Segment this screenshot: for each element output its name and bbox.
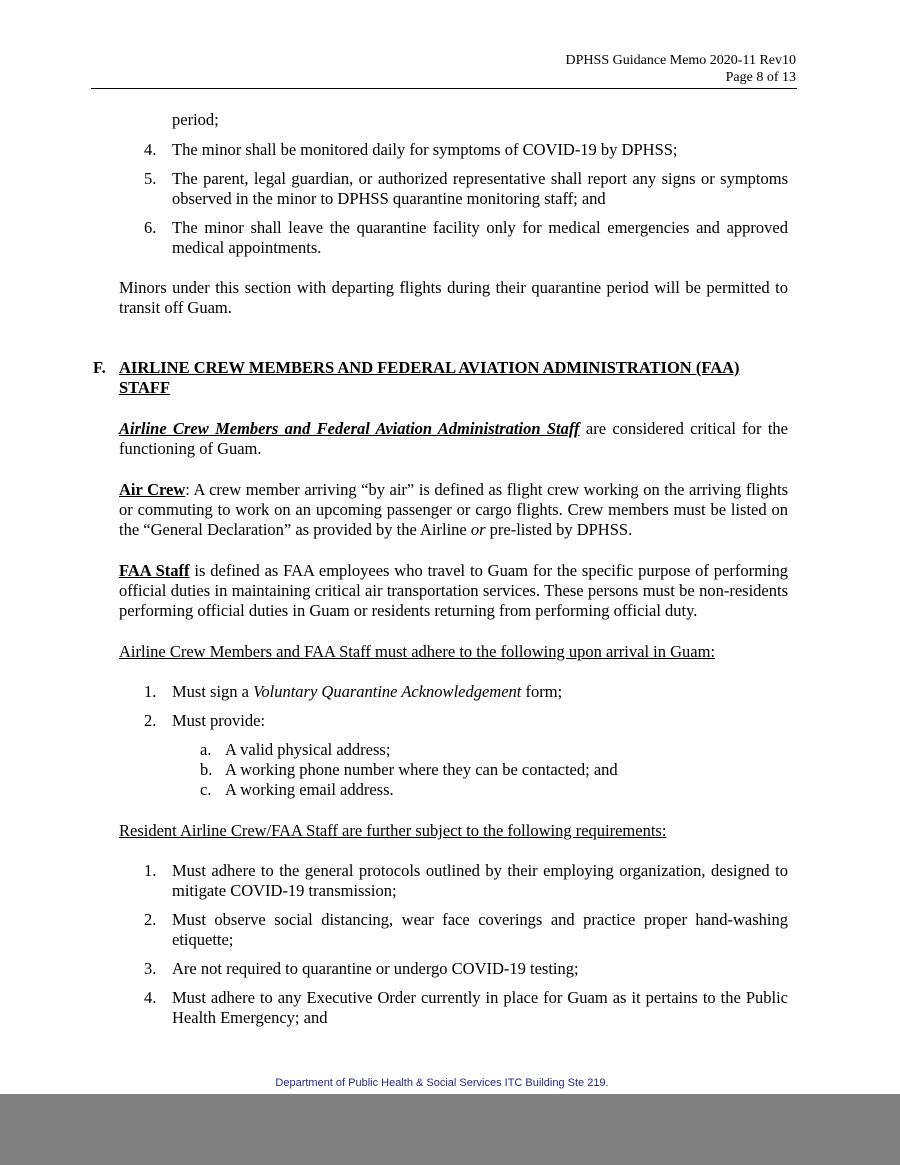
- sublist-item-text: A valid physical address;: [225, 740, 391, 759]
- air-crew-or: or: [470, 520, 486, 539]
- faa-staff-text: is defined as FAA employees who travel to Guam for the specific purpose of performing official duties in maintaining critical air transportation services. These persons must be non-residents performing official duties in Guam or residents returning from performing official duty.: [119, 561, 788, 620]
- list-number: 6.: [144, 218, 157, 237]
- minors-transit-paragraph: Minors under this section with departing flights during their quarantine period will be permitted to transit off Guam.: [119, 278, 788, 317]
- resident-requirements-list: [119, 861, 788, 1028]
- list-number: 1.: [144, 861, 157, 880]
- intro-text: are considered critical for the functioning of Guam.: [119, 419, 789, 458]
- air-crew-term: Air Crew: [119, 480, 186, 499]
- sublist-letter: a.: [200, 740, 212, 759]
- faa-staff-paragraph: [119, 561, 788, 621]
- arrival-requirements-heading: Airline Crew Members and FAA Staff must adhere to the following upon arrival in Guam:: [119, 642, 716, 661]
- sublist-item-text: A working phone number where they can be contacted; and: [225, 760, 618, 779]
- air-crew-end: pre-listed by DPHSS.: [485, 520, 633, 539]
- resident-requirements-heading: Resident Airline Crew/FAA Staff are further subject to the following requirements:: [119, 821, 667, 840]
- list-item-text: The parent, legal guardian, or authorized representative shall report any signs or symptoms observed in the minor to DPHSS quarantine monitoring staff; and: [172, 169, 788, 208]
- list-item: [119, 682, 788, 702]
- list-item: [119, 861, 788, 901]
- section-f-heading: [93, 358, 788, 398]
- air-crew-paragraph: [119, 480, 788, 540]
- sublist-letter: c.: [200, 780, 212, 799]
- minor-requirements-list: [119, 140, 788, 258]
- list-item-text: Must provide:: [172, 711, 266, 730]
- footer-band: [0, 1094, 900, 1165]
- list-item: [119, 218, 788, 258]
- list-number: 4.: [144, 140, 157, 159]
- list-item: [119, 169, 788, 209]
- provide-sublist: [119, 740, 788, 800]
- sublist-item: [119, 780, 788, 800]
- sublist-item: [119, 740, 788, 760]
- form-name: Voluntary Quarantine Acknowledgement: [253, 682, 522, 701]
- arrival-requirements-list: [119, 682, 788, 731]
- intro-term: Airline Crew Members and Federal Aviation Administration Staff: [119, 419, 580, 438]
- intro-paragraph: [119, 419, 788, 459]
- list-item-text: The minor shall be monitored daily for symptoms of COVID-19 by DPHSS;: [172, 140, 678, 159]
- continuation-text: period;: [172, 110, 219, 129]
- list-item-text: Must sign a Voluntary Quarantine Acknowledgement form;: [172, 682, 563, 701]
- footer-address: Department of Public Health & Social Services ITC Building Ste 219.: [275, 1077, 609, 1089]
- list-item: [119, 711, 788, 731]
- list-number: 1.: [144, 682, 157, 701]
- sublist-item: [119, 760, 788, 780]
- list-item-text: The minor shall leave the quarantine facility only for medical emergencies and approved medical appointments.: [172, 218, 788, 257]
- section-title: AIRLINE CREW MEMBERS AND FEDERAL AVIATION ADMINISTRATION (FAA) STAFF: [119, 358, 740, 397]
- list-item: [119, 959, 788, 979]
- header-rule: [91, 88, 797, 89]
- page-header: [566, 52, 796, 86]
- list-number: 5.: [144, 169, 157, 188]
- list-number: 4.: [144, 988, 157, 1007]
- list-item: [119, 988, 788, 1028]
- faa-staff-term: FAA Staff: [119, 561, 190, 580]
- section-letter: F.: [93, 358, 106, 377]
- page-number: Page 8 of 13: [725, 70, 796, 85]
- list-item: [119, 140, 788, 160]
- list-item-text: Are not required to quarantine or undergo COVID-19 testing;: [172, 959, 579, 978]
- document-body: [93, 110, 789, 1028]
- list-item: [119, 910, 788, 950]
- list-number: 3.: [144, 959, 157, 978]
- list-number: 2.: [144, 711, 157, 730]
- air-crew-text: : A crew member arriving “by air” is defined as flight crew working on the arriving flights or commuting to work on an upcoming passenger or cargo flights. Crew members must be listed on the “General Declaration” as provided by the Airline: [119, 480, 788, 539]
- sublist-letter: b.: [200, 760, 213, 779]
- list-number: 2.: [144, 910, 157, 929]
- memo-id: DPHSS Guidance Memo 2020-11 Rev10: [565, 53, 796, 68]
- list-item-text: Must observe social distancing, wear face coverings and practice proper hand-washing etiquette;: [172, 910, 788, 949]
- list-item-text: Must adhere to any Executive Order currently in place for Guam as it pertains to the Public Health Emergency; and: [172, 988, 788, 1027]
- sublist-item-text: A working email address.: [225, 780, 394, 799]
- list-item-text: Must adhere to the general protocols outlined by their employing organization, designed to mitigate COVID-19 transmission;: [172, 861, 788, 900]
